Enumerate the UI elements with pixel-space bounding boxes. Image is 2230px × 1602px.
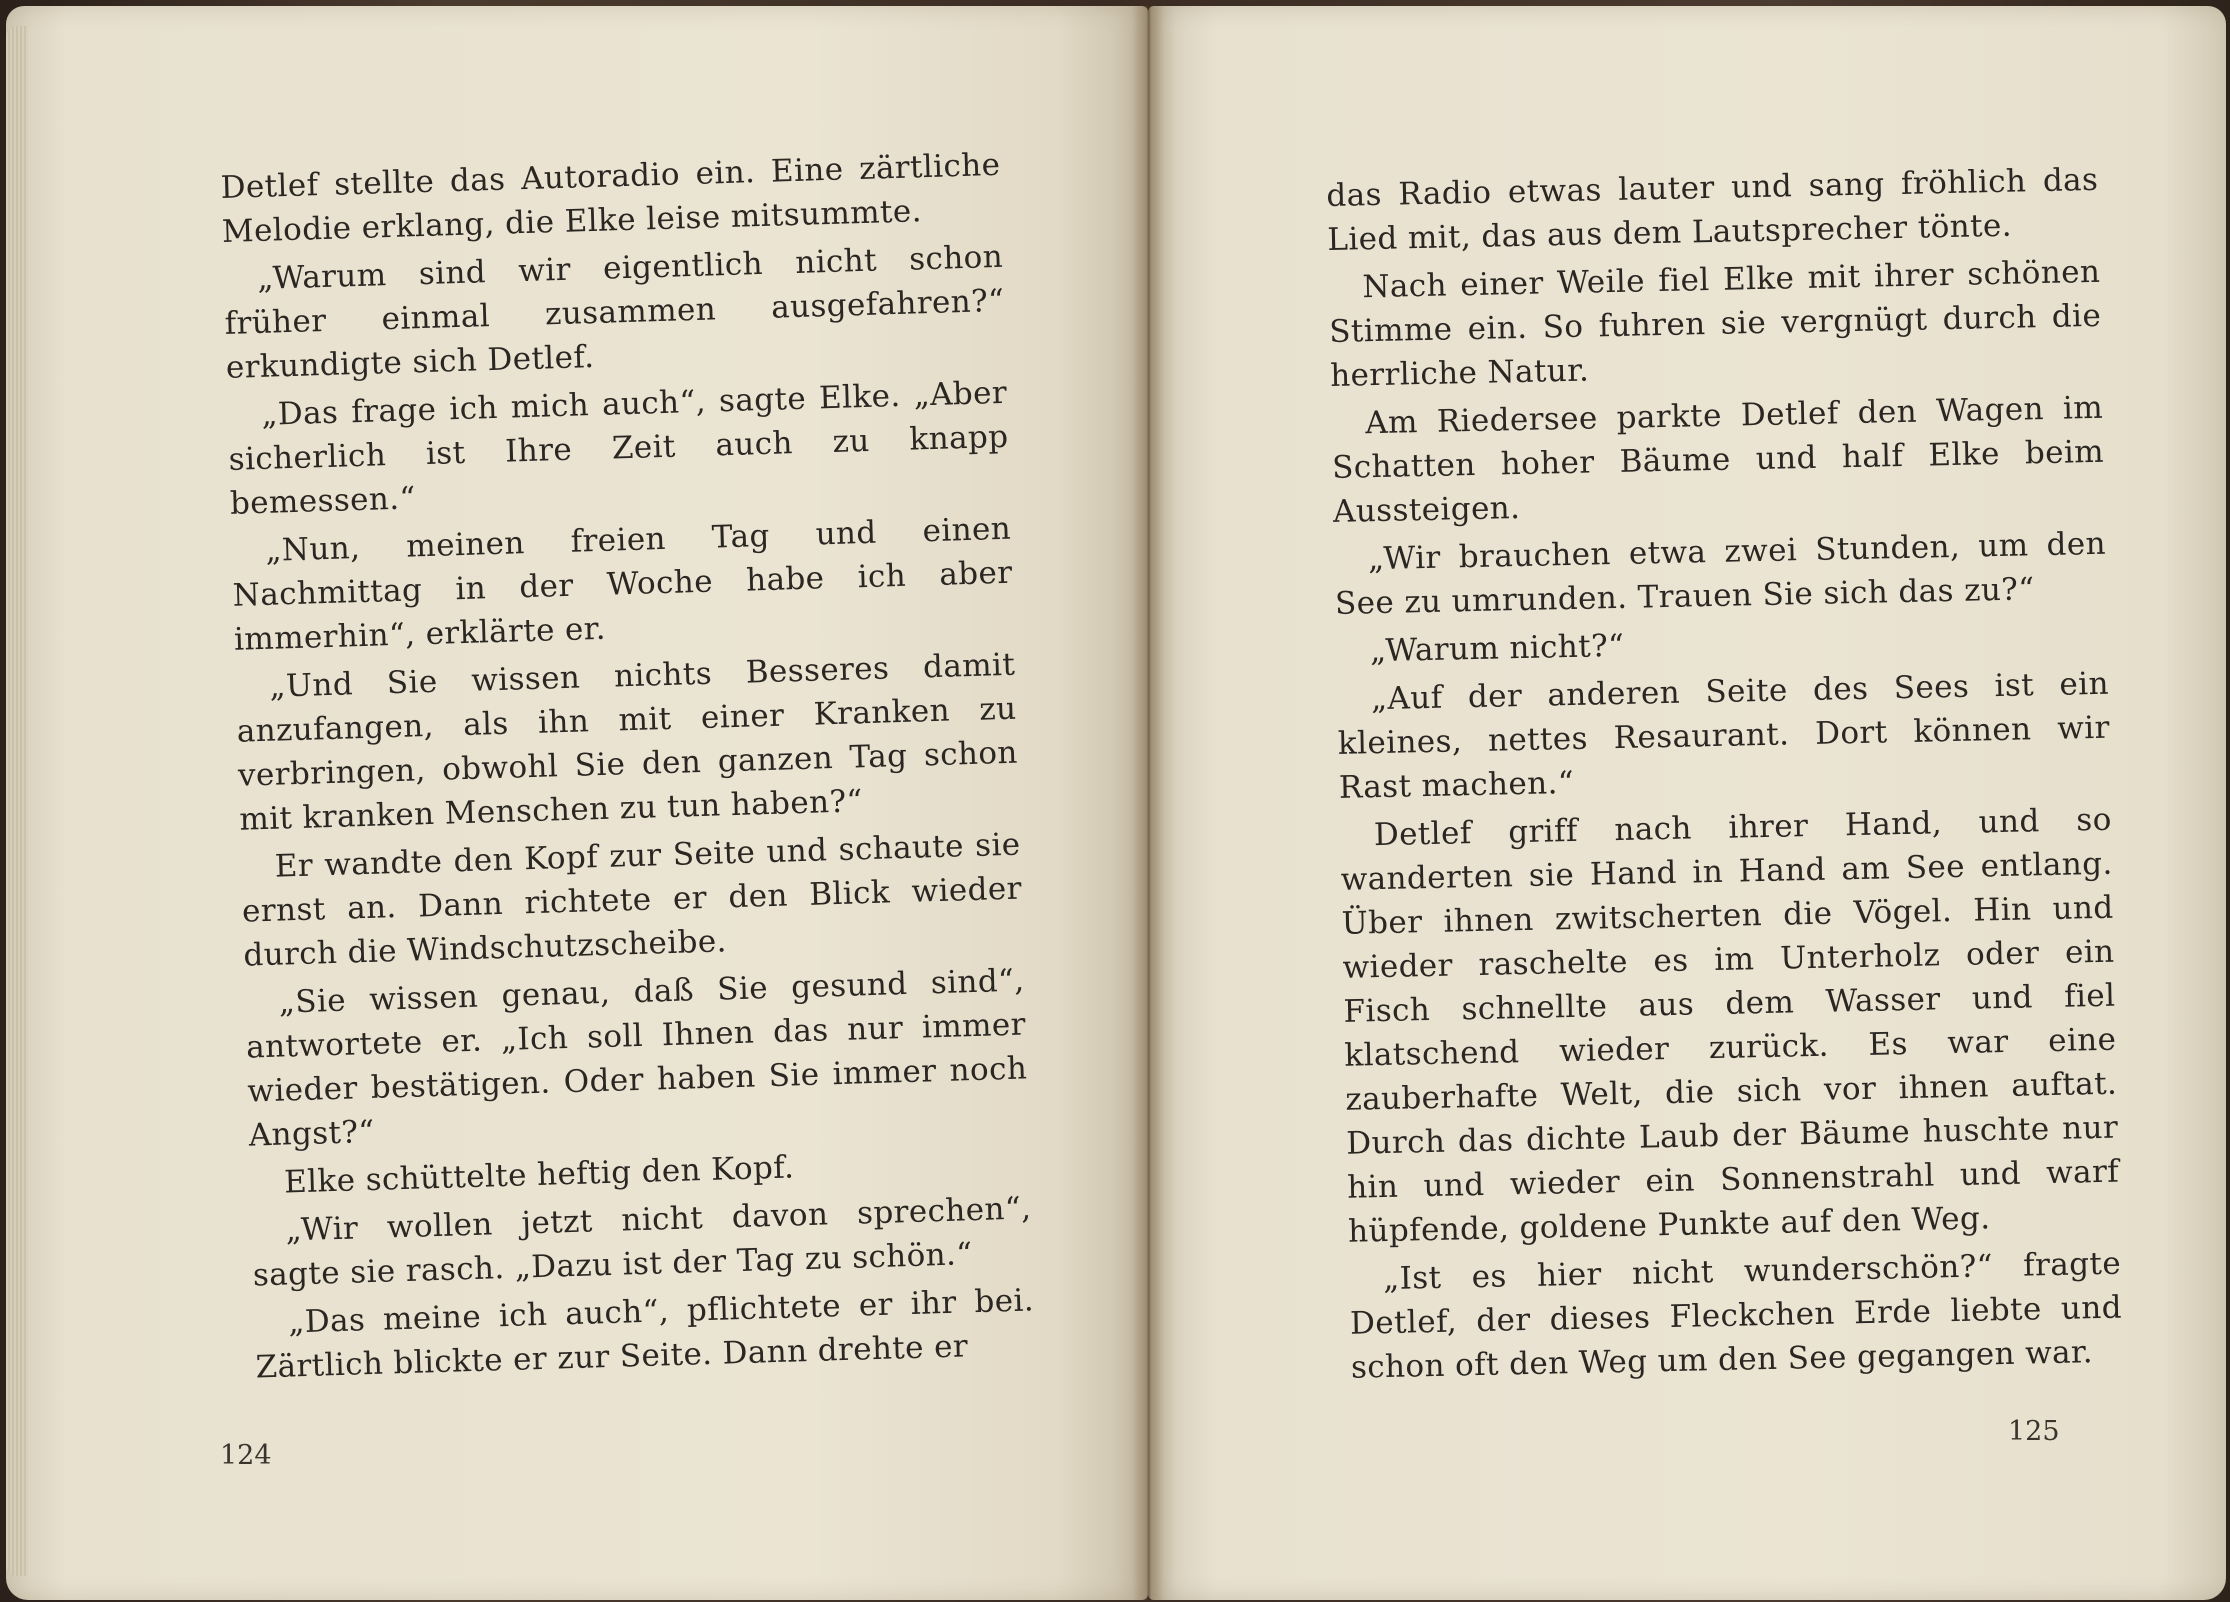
paragraph: „Das frage ich mich auch“, sagte Elke. „Aber sicherlich ist Ihre Zeit auch zu knapp bemessen.“: [228, 374, 1009, 522]
paragraph: „Und Sie wissen nichts Besseres damit anzufangen, als ihn mit einer Kranken zu verbringen, obwohl Sie den ganzen Tag schon mit kranken Menschen zu tun haben?“: [236, 646, 1019, 838]
right-page-text: [1326, 158, 2123, 1394]
right-page: [1148, 6, 2226, 1600]
page-number: 125: [2008, 1416, 2060, 1447]
paragraph: „Sie wissen genau, daß Sie gesund sind“, antwortete er. „Ich soll Ihnen das nur immer wieder bestätigen. Oder haben Sie immer noch Angst?“: [245, 962, 1028, 1154]
paragraph: „Warum sind wir eigentlich nicht schon früher einmal zusammen ausgefahren?“ erkundigte sich Detlef.: [224, 238, 1005, 386]
paragraph: „Ist es hier nicht wunderschön?“ fragte Detlef, der dieses Fleckchen Erde liebte und schon oft den Weg um den See gegangen war.: [1349, 1245, 2123, 1386]
paragraph: das Radio etwas lauter und sang fröhlich das Lied mit, das aus dem Lautsprecher tönte.: [1326, 161, 2099, 258]
paragraph: Detlef stellte das Autoradio ein. Eine zärtliche Melodie erklang, die Elke leise mitsummte.: [220, 146, 1001, 250]
paragraph: Elke schüttelte heftig den Kopf.: [283, 1149, 795, 1201]
paragraph: „Wir wollen jetzt nicht davon sprechen“, sagte sie rasch. „Dazu ist der Tag zu schön.“: [252, 1190, 1032, 1294]
paragraph: Am Riedersee parkte Detlef den Wagen im Schatten hoher Bäume und half Elke beim Aussteigen.: [1331, 389, 2105, 530]
paragraph: „Das meine ich auch“, pflichtete er ihr bei. Zärtlich blickte er zur Seite. Dann drehte er: [255, 1282, 1035, 1386]
left-page: [6, 6, 1148, 1600]
left-page-text: [220, 143, 1036, 1394]
book-spine: [1132, 6, 1164, 1600]
page-edges: [6, 26, 28, 1576]
paragraph: „Auf der anderen Seite des Sees ist ein kleines, nettes Resaurant. Dort können wir Rast machen.“: [1337, 665, 2111, 806]
paragraph: „Nun, meinen freien Tag und einen Nachmittag in der Woche habe ich aber immerhin“, erklärte er.: [232, 510, 1013, 658]
paragraph: „Wir brauchen etwa zwei Stunden, um den See zu umrunden. Trauen Sie sich das zu?“: [1334, 525, 2107, 622]
open-book: [6, 6, 2226, 1600]
paragraph: Nach einer Weile fiel Elke mit ihrer schönen Stimme ein. So fuhren sie vergnügt durch die herrliche Natur.: [1328, 253, 2102, 394]
paragraph: Er wandte den Kopf zur Seite und schaute sie ernst an. Dann richtete er den Blick wieder durch die Windschutzscheibe.: [241, 826, 1023, 974]
paragraph: „Warum nicht?“: [1369, 627, 1625, 670]
page-number: 124: [220, 1440, 272, 1471]
paragraph: Detlef griff nach ihrer Hand, und so wanderten sie Hand in Hand am See entlang. Über ihnen zwitscherten die Vögel. Hin und wieder raschelte es im Unterholz oder ein Fisch schnellte aus dem Wasser und fiel klatschend wieder zurück. Es war eine zauberhafte Welt, die sich vor ihnen auftat. Durch das dichte Laub der Bäume huschte nur hin und wieder ein Sonnenstrahl und warf hüpfende, goldene Punkte auf den Weg.: [1340, 801, 2120, 1250]
